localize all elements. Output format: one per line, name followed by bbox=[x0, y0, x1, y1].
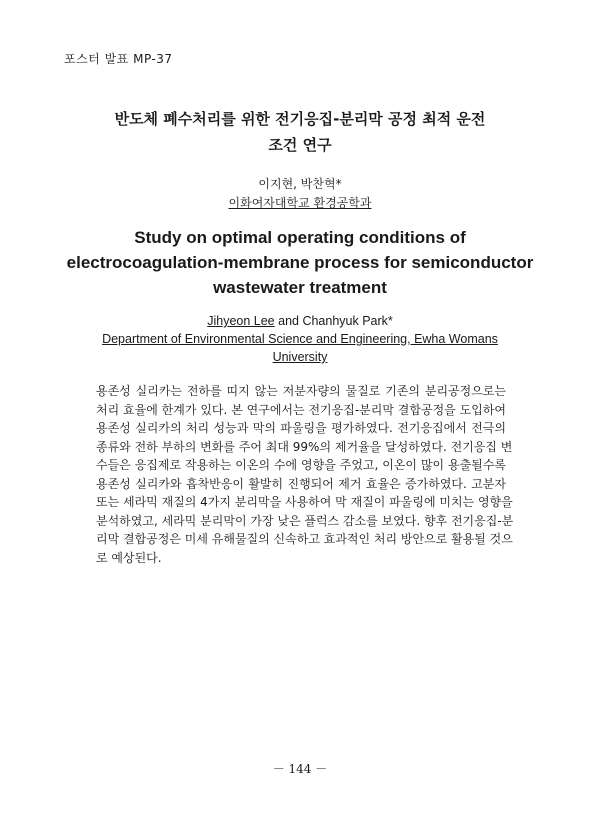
abstract-line: 종류와 전하 부하의 변화를 주어 최대 99%의 제거율을 달성하였다. 전기응집 변 bbox=[96, 439, 513, 454]
korean-affiliation: 이화여자대학교 환경공학과 bbox=[228, 196, 372, 210]
abstract bbox=[96, 382, 514, 567]
page-number: － 144 － bbox=[272, 762, 328, 776]
korean-authors-block bbox=[60, 175, 540, 213]
korean-author-names: 이지현, 박찬혁* bbox=[258, 177, 342, 191]
abstract-line: 처리 효율에 한계가 있다. 본 연구에서는 전기응집-분리막 결합공정을 도입하여 bbox=[96, 402, 506, 417]
first-author-name: Jihyeon Lee bbox=[207, 314, 275, 328]
other-author-names: and Chanhyuk Park* bbox=[274, 314, 393, 328]
english-author-names bbox=[60, 312, 540, 330]
abstract-line: 로 예상된다. bbox=[96, 550, 162, 565]
english-affiliation-line: Department of Environmental Science and Engineering, Ewha Womans bbox=[102, 332, 498, 346]
english-title bbox=[60, 225, 540, 300]
english-title-line: Study on optimal operating conditions of bbox=[134, 228, 466, 247]
abstract-line: 용존성 실리카는 전하를 띠지 않는 저분자량의 물질로 기존의 분리공정으로는 bbox=[96, 384, 506, 398]
english-title-line: wastewater treatment bbox=[213, 278, 387, 297]
korean-title-line: 조건 연구 bbox=[268, 136, 332, 154]
abstract-line: 용존성 실리카와 흡착반응이 활발히 진행되어 제거 효율은 증가하였다. 고분자 bbox=[96, 476, 506, 491]
abstract-line: 또는 세라믹 재질의 4가지 분리막을 사용하여 막 재질이 파울링에 미치는 영향을 bbox=[96, 495, 513, 509]
session-label: 포스터 발표 MP-37 bbox=[64, 52, 173, 66]
abstract-line: 용존성 실리카의 처리 성능과 막의 파울링을 평가하였다. 전기응집에서 전극의 bbox=[96, 421, 506, 435]
korean-title-line: 반도체 폐수처리를 위한 전기응집-분리막 공정 최적 운전 bbox=[114, 110, 486, 128]
english-title-line: electrocoagulation-membrane process for semiconductor bbox=[66, 253, 534, 272]
english-affiliation-line: University bbox=[272, 350, 328, 364]
abstract-line: 분석하였고, 세라믹 분리막이 가장 낮은 플럭스 감소를 보였다. 향후 전기응집-분 bbox=[96, 513, 514, 528]
abstract-line: 리막 결합공정은 미세 유해물질의 신속하고 효과적인 처리 방안으로 활용될 것으 bbox=[96, 532, 513, 546]
english-authors-block bbox=[60, 312, 540, 366]
korean-title bbox=[60, 106, 540, 158]
abstract-line: 수들은 응집제로 작용하는 이온의 수에 영향을 주었고, 이온이 많이 용출될수록 bbox=[96, 458, 506, 472]
